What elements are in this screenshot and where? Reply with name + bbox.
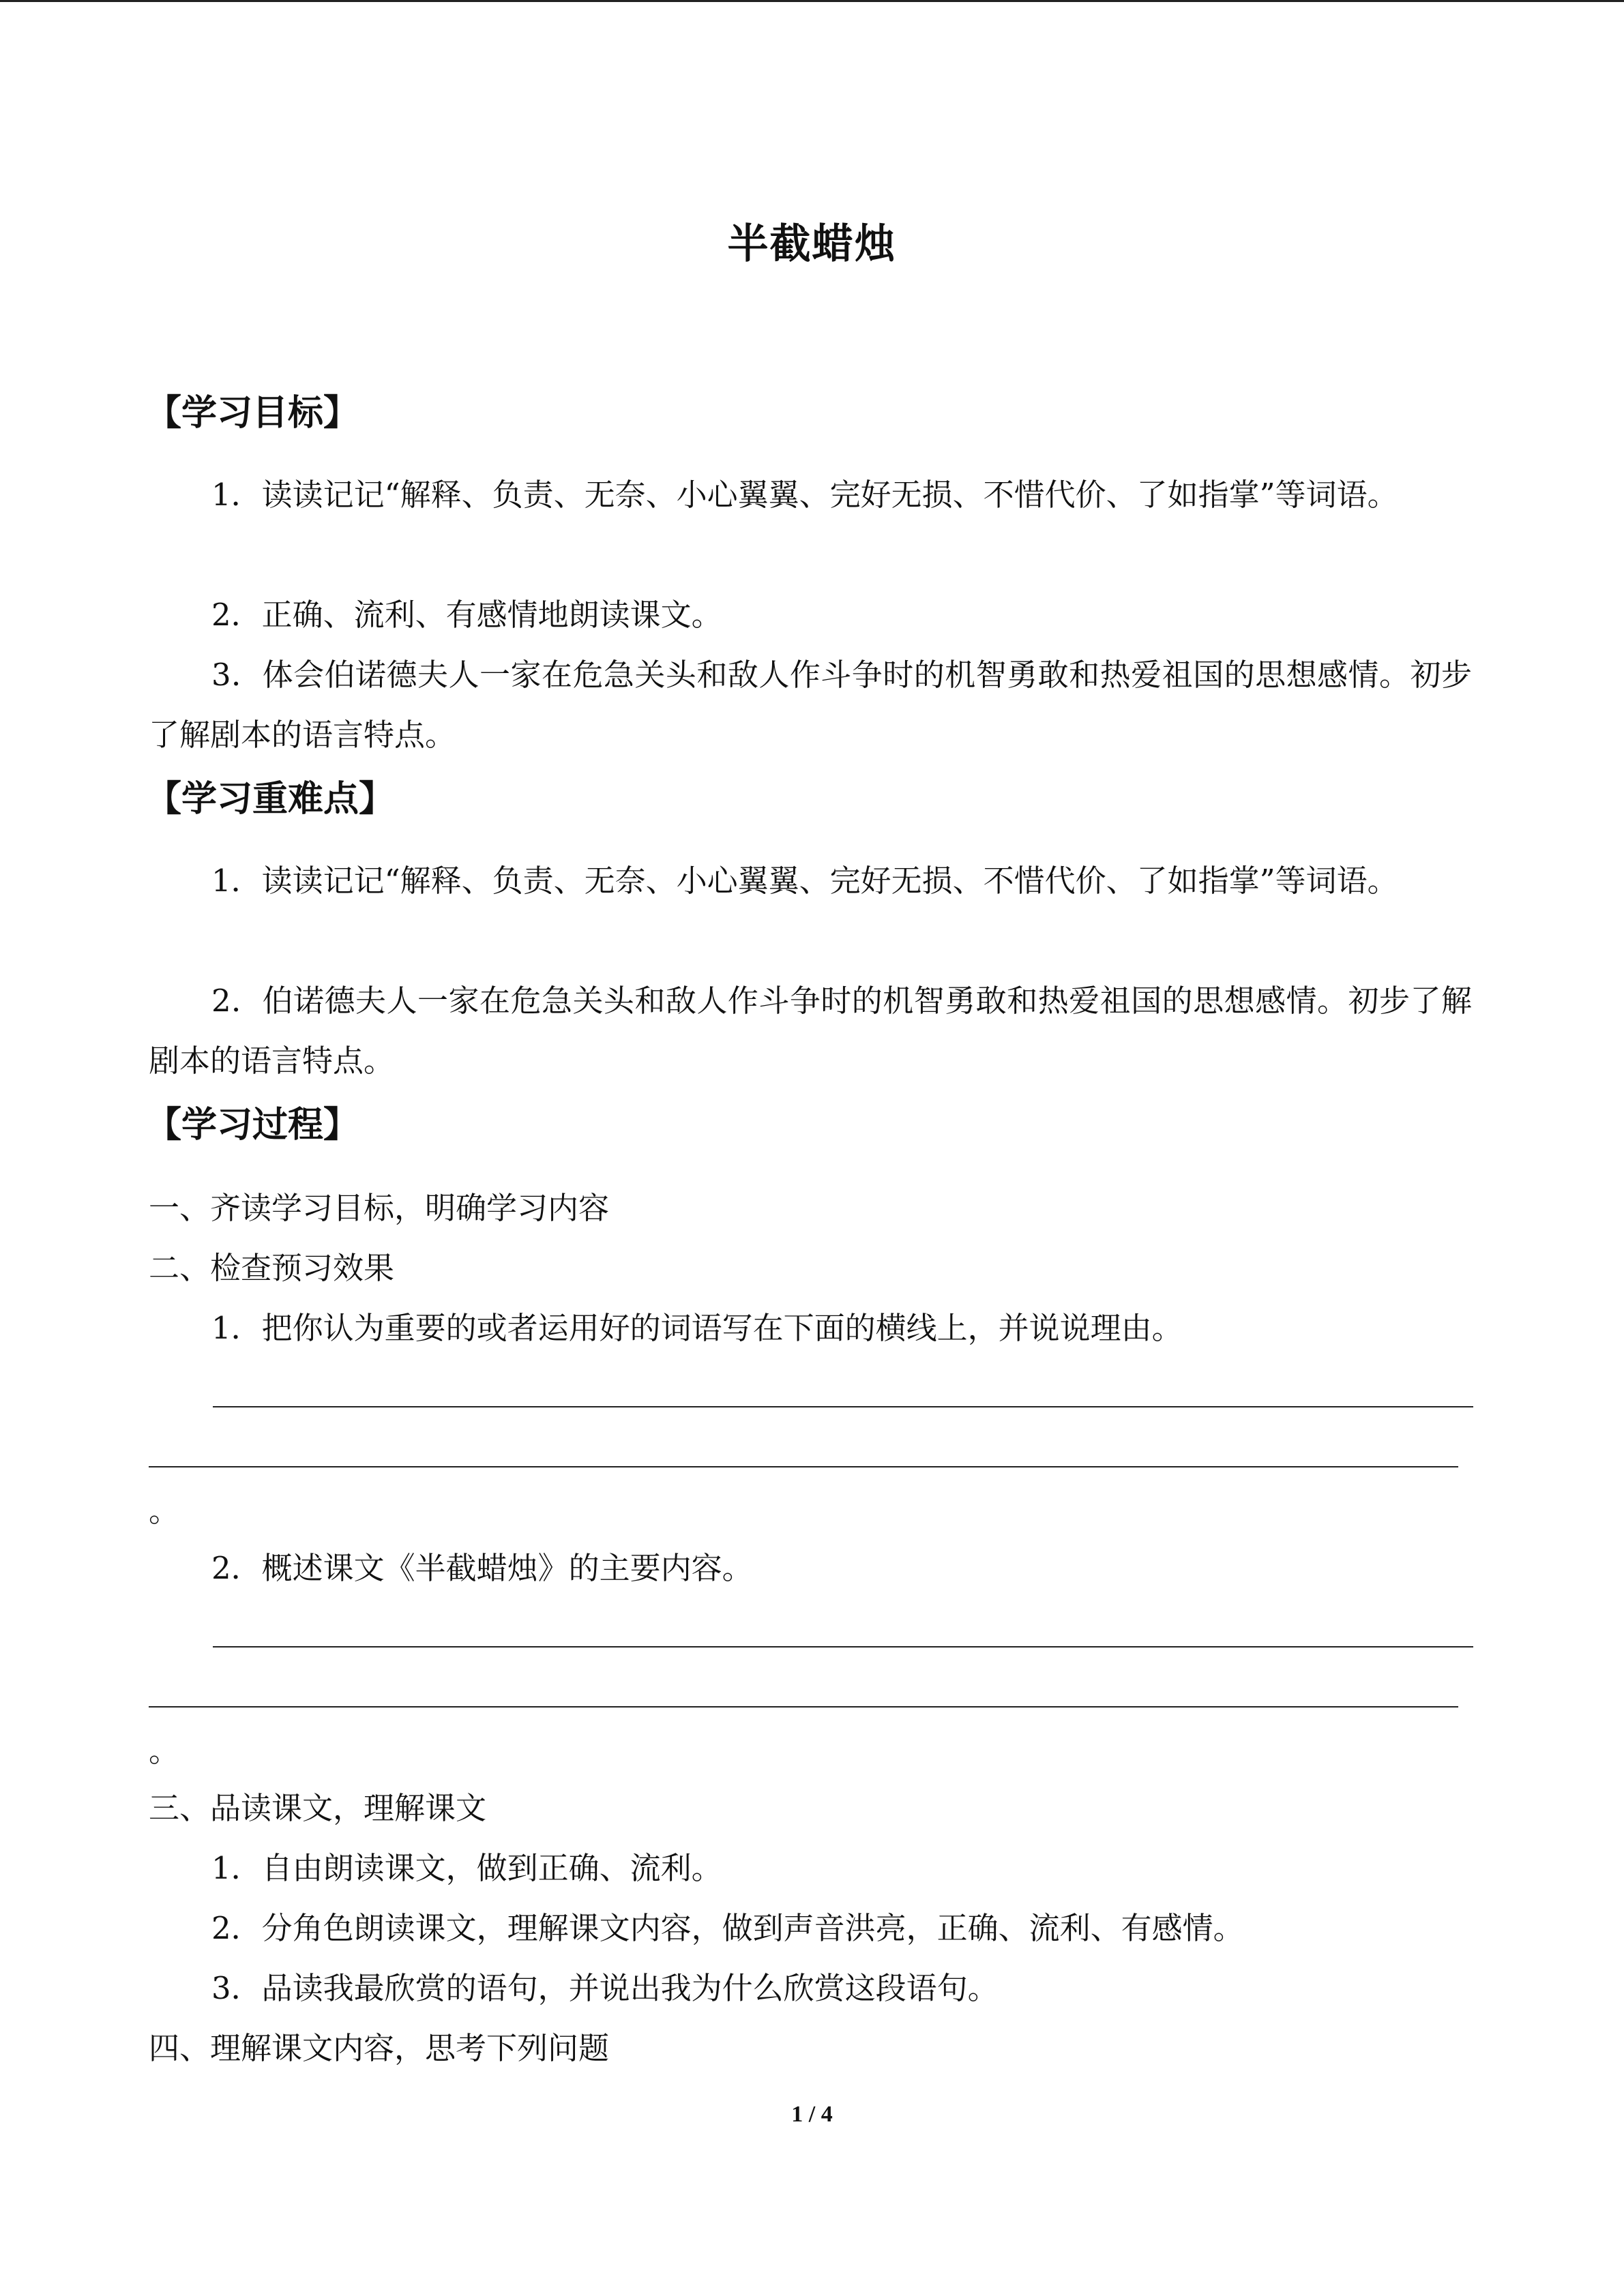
heading-key-points: 【学习重难点】 <box>146 778 395 820</box>
step3-item-3: 3．品读我最欣赏的语句，并说出我为什么欣赏这段语句。 <box>211 1970 999 2006</box>
heading-process: 【学习过程】 <box>146 1104 359 1146</box>
process-step-2: 二、检查预习效果 <box>149 1250 395 1286</box>
key-point-item-2: 2．伯诺德夫人一家在危急关头和敌人作斗争时的机智勇敢和热爱祖国的思想感情。初步了解剧本的语言特点。 <box>149 983 1472 1079</box>
answer-blank-line <box>149 1706 1458 1708</box>
answer-blank-line <box>213 1406 1473 1407</box>
step2-question-2: 2．概述课文《半截蜡烛》的主要内容。 <box>211 1550 753 1586</box>
process-step-1: 一、齐读学习目标，明确学习内容 <box>149 1190 610 1226</box>
answer-blank-line <box>149 1466 1458 1467</box>
document-title: 半截蜡烛 <box>727 220 897 268</box>
heading-objectives: 【学习目标】 <box>146 392 359 434</box>
key-point-item-1: 1．读读记记“解释、负责、无奈、小心翼翼、完好无损、不惜代价、了如指掌”等词语。 <box>211 863 1398 899</box>
answer-blank-line <box>213 1646 1473 1648</box>
step2-question-1: 1．把你认为重要的或者运用好的词语写在下面的横线上，并说说理由。 <box>211 1310 1183 1346</box>
blank-end-period: 。 <box>149 1733 180 1769</box>
blank-end-period: 。 <box>149 1493 180 1529</box>
objective-item-2: 2．正确、流利、有感情地朗读课文。 <box>211 597 722 633</box>
process-step-4: 四、理解课文内容，思考下列问题 <box>149 2030 610 2066</box>
objective-item-1: 1．读读记记“解释、负责、无奈、小心翼翼、完好无损、不惜代价、了如指掌”等词语。 <box>211 477 1398 513</box>
step3-item-1: 1．自由朗读课文，做到正确、流利。 <box>211 1850 722 1886</box>
process-step-3: 三、品读课文，理解课文 <box>149 1790 487 1826</box>
page-number: 1 / 4 <box>791 2102 833 2127</box>
objective-item-3: 3．体会伯诺德夫人一家在危急关头和敌人作斗争时的机智勇敢和热爱祖国的思想感情。初步了解剧本的语言特点。 <box>149 657 1472 753</box>
step3-item-2: 2．分角色朗读课文，理解课文内容，做到声音洪亮，正确、流利、有感情。 <box>211 1910 1244 1946</box>
